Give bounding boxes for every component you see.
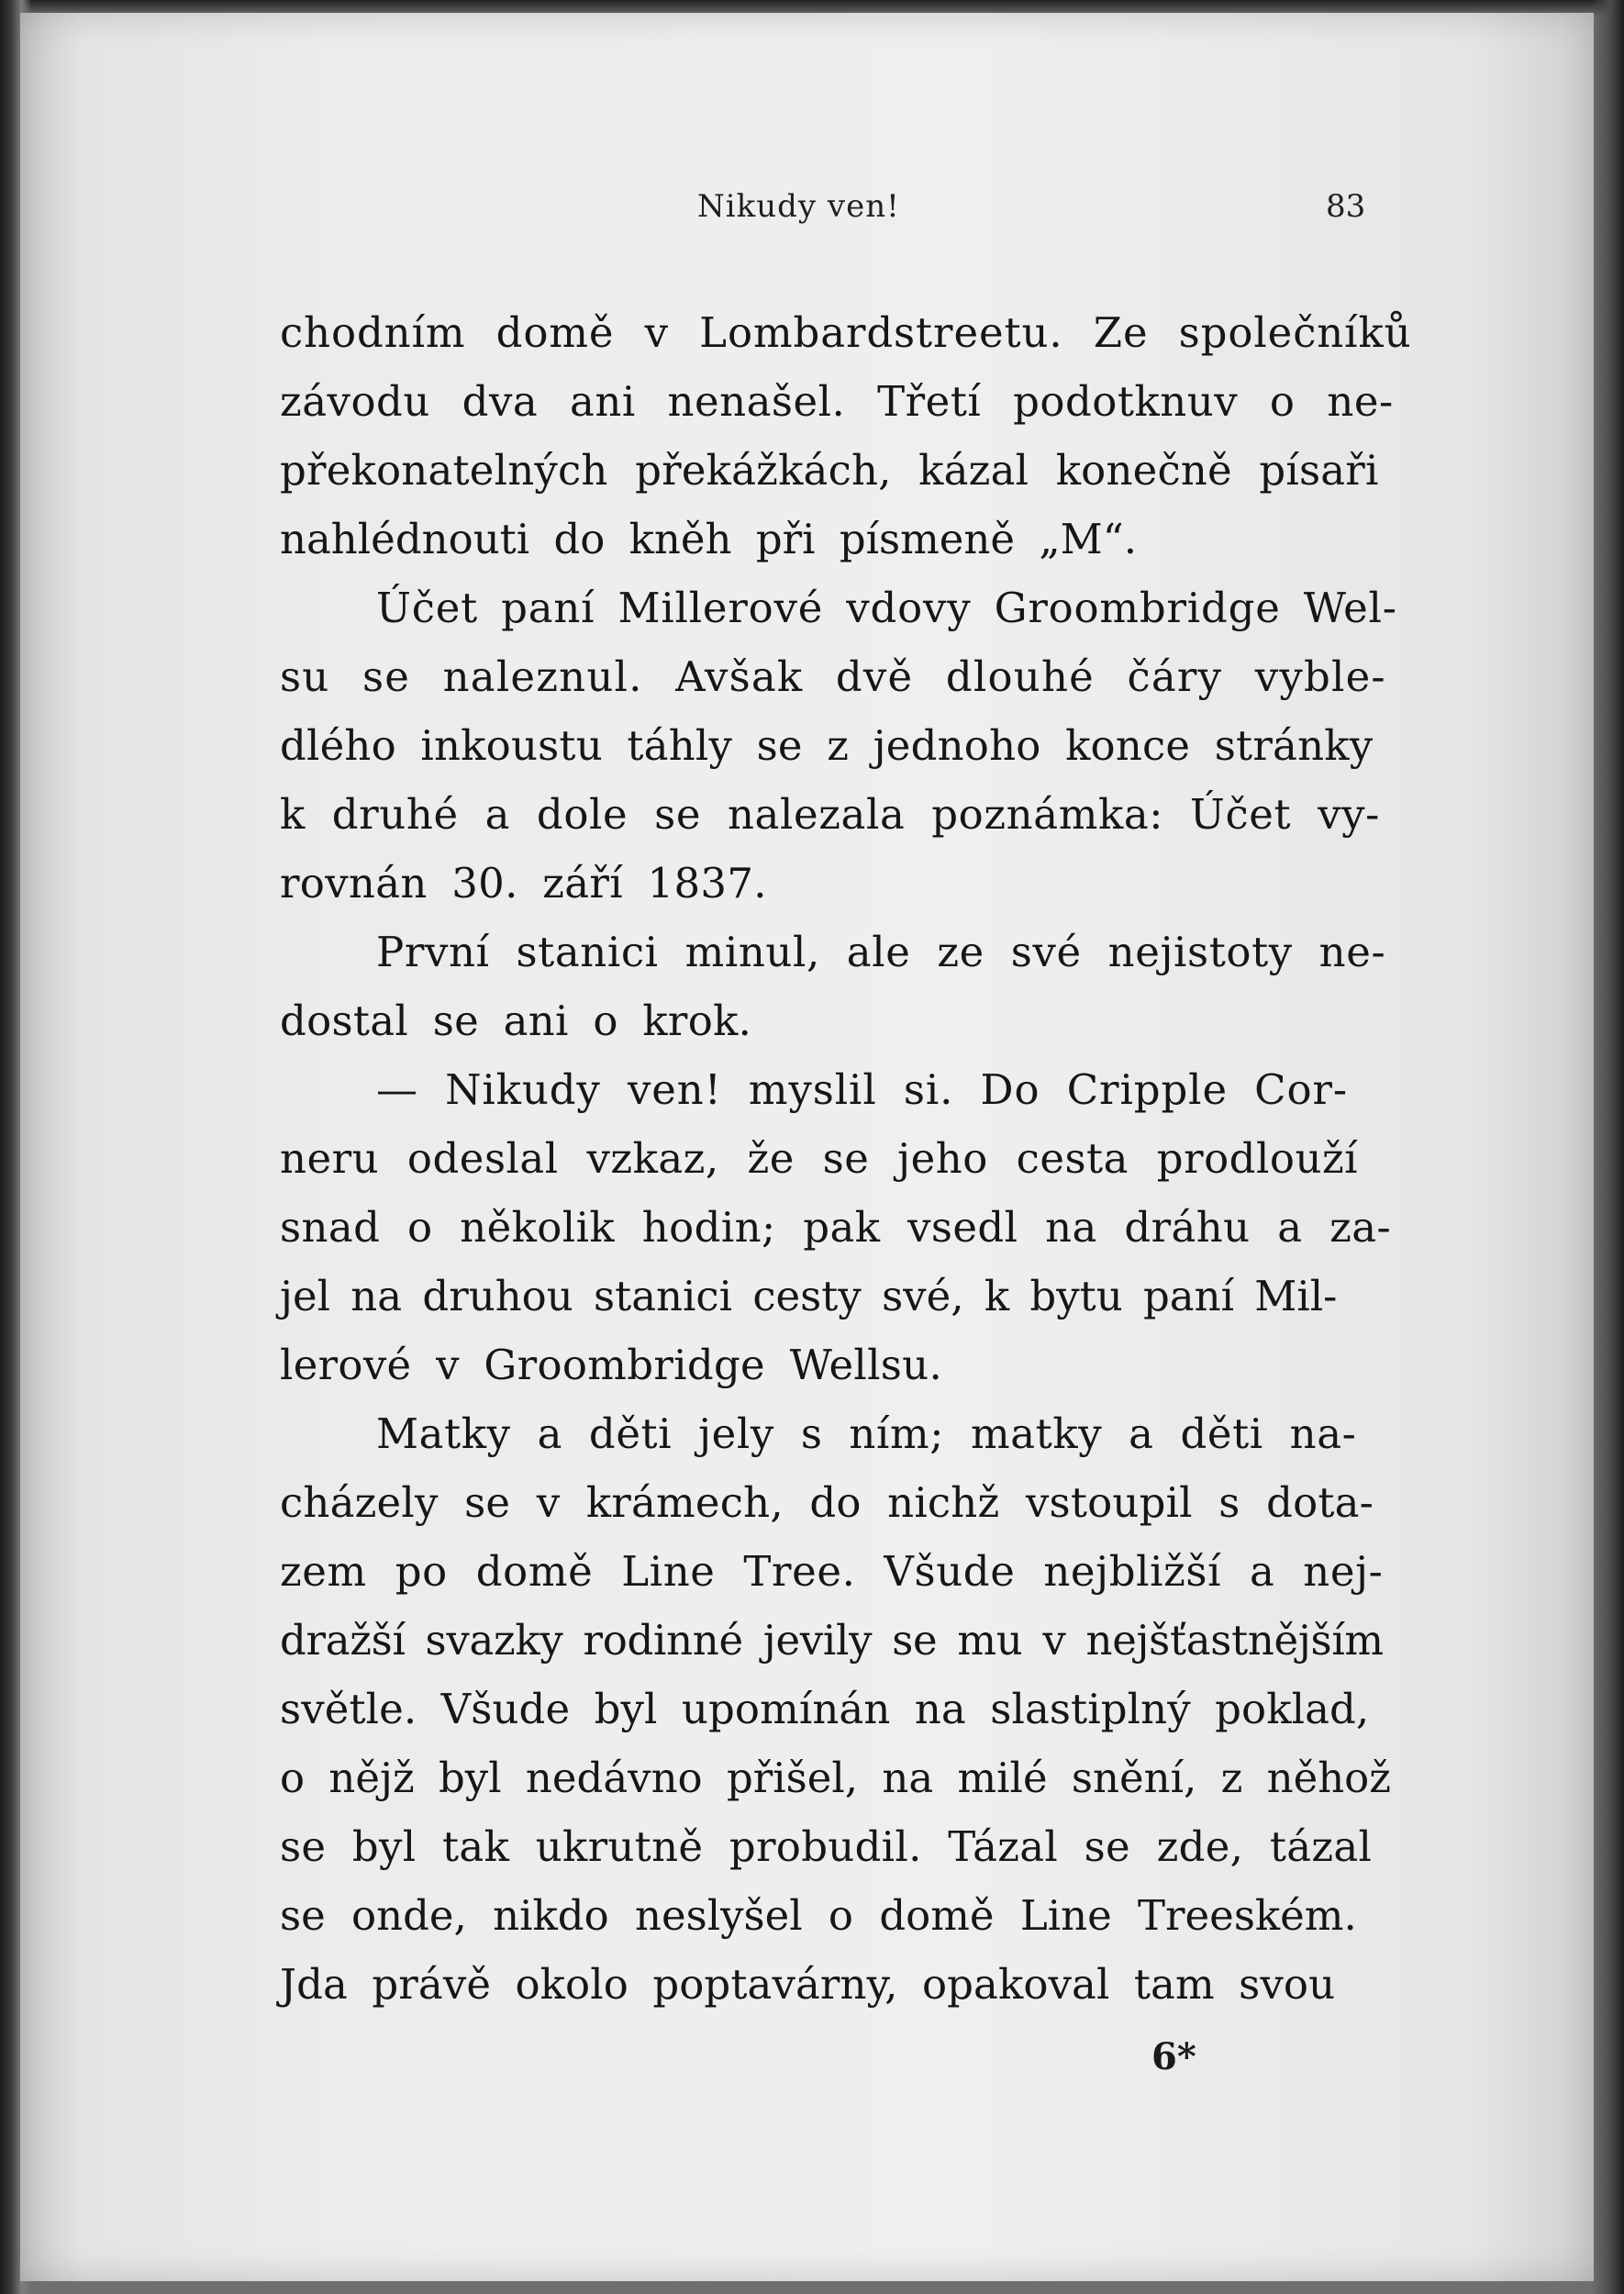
text-line: První stanici minul, ale ze své nejistoty ne- bbox=[376, 928, 1386, 976]
text-line: chodním domě v Lombardstreetu. Ze společníků bbox=[280, 308, 1412, 357]
text-line: jel na druhou stanici cesty své, k bytu paní Mil- bbox=[280, 1272, 1338, 1320]
text-line: závodu dva ani nenašel. Třetí podotknuv o ne- bbox=[280, 377, 1394, 426]
text-line: zem po domě Line Tree. Všude nejbližší a nej- bbox=[280, 1547, 1384, 1596]
text-line: Jda právě okolo poptavárny, opakoval tam svou bbox=[280, 1960, 1336, 2009]
scan-right-edge bbox=[1591, 0, 1624, 2294]
body-text bbox=[280, 298, 1412, 2019]
running-head bbox=[0, 188, 1624, 234]
text-line: o nějž byl nedávno přišel, na milé snění, z něhož bbox=[280, 1754, 1391, 1802]
text-line: dostal se ani o krok. bbox=[280, 997, 752, 1045]
text-line: lerové v Groombridge Wellsu. bbox=[280, 1341, 943, 1389]
text-line: se onde, nikdo neslyšel o domě Line Treeském. bbox=[280, 1891, 1357, 1940]
text-line: rovnán 30. září 1837. bbox=[280, 859, 767, 908]
text-line: Účet paní Millerové vdovy Groombridge Wel- bbox=[376, 584, 1397, 632]
text-line: cházely se v krámech, do nichž vstoupil s dota- bbox=[280, 1478, 1374, 1527]
text-line: dlého inkoustu táhly se z jednoho konce stránky bbox=[280, 721, 1374, 770]
text-line: neru odeslal vzkaz, že se jeho cesta prodlouží bbox=[280, 1134, 1359, 1183]
text-line: su se naleznul. Avšak dvě dlouhé čáry vyble- bbox=[280, 652, 1386, 701]
text-line: překonatelných překážkách, kázal konečně písaři bbox=[280, 446, 1379, 495]
text-line: nahlédnouti do kněh při písmeně „M“. bbox=[280, 515, 1138, 563]
text-line: snad o několik hodin; pak vsedl na dráhu a za- bbox=[280, 1203, 1392, 1252]
text-line: Matky a děti jely s ním; matky a děti na- bbox=[376, 1409, 1357, 1458]
text-line: se byl tak ukrutně probudil. Tázal se zde, tázal bbox=[280, 1822, 1373, 1871]
text-line: dražší svazky rodinné jevily se mu v nejšťastnějším bbox=[280, 1616, 1384, 1665]
text-line: k druhé a dole se nalezala poznámka: Účet vy- bbox=[280, 790, 1380, 839]
text-line: světle. Všude byl upomínán na slastiplný poklad, bbox=[280, 1685, 1370, 1733]
page-number: 83 bbox=[1326, 188, 1366, 225]
text-line: — Nikudy ven! myslil si. Do Cripple Cor- bbox=[376, 1065, 1349, 1114]
running-head-title: Nikudy ven! bbox=[697, 188, 900, 225]
signature-mark: 6* bbox=[1151, 2035, 1196, 2078]
